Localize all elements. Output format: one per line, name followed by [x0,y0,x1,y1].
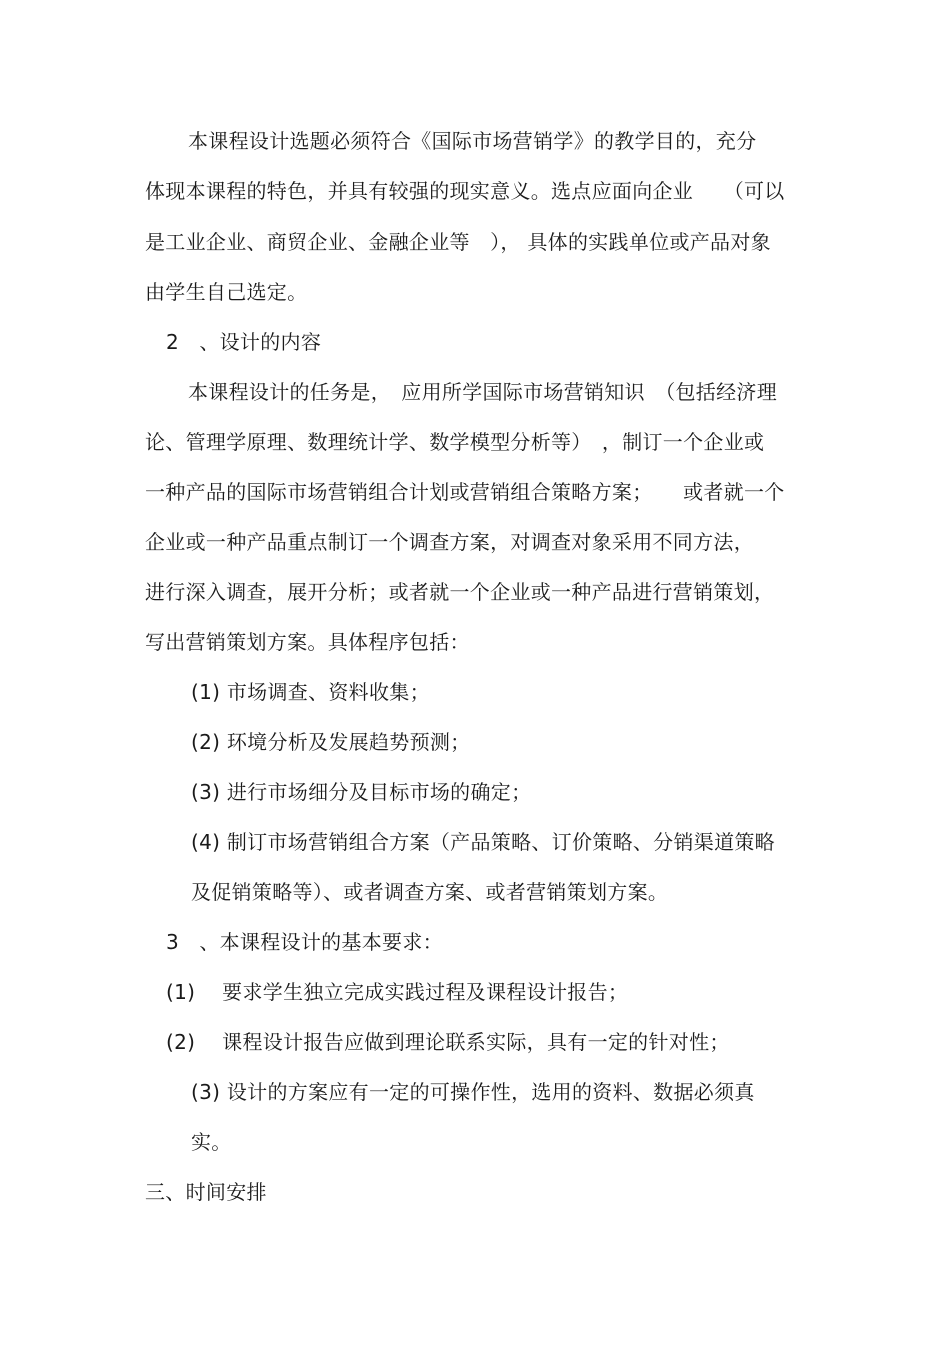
paragraph-line-8: 企业或一种产品重点制订一个调查方案，对调查对象采用不同方法， [145,530,754,554]
paragraph-line-6: 论、管理学原理、数理统计学、数学模型分析等） ，制订一个企业或 [145,430,765,454]
requirement-2: (2) 课程设计报告应做到理论联系实际，具有一定的针对性； [166,1030,730,1054]
requirement-1: (1) 要求学生独立完成实践过程及课程设计报告； [166,980,629,1004]
list-item-2: (2) 环境分析及发展趋势预测； [191,730,471,754]
section-heading-three: 三、时间安排 [145,1180,267,1204]
paragraph-line-3: 是工业企业、商贸企业、金融企业等 ）， 具体的实践单位或产品对象 [145,230,771,254]
paragraph-line-9: 进行深入调查，展开分析；或者就一个企业或一种产品进行营销策划， [145,580,775,604]
list-item-4: (4) 制订市场营销组合方案（产品策略、订价策略、分销渠道策略 [191,830,775,854]
paragraph-line-7: 一种产品的国际市场营销组合计划或营销组合策略方案； 或者就一个 [145,480,785,504]
list-item-3: (3) 进行市场细分及目标市场的确定； [191,780,532,804]
paragraph-line-4: 由学生自己选定。 [145,280,308,304]
section-heading-2: 2 、设计的内容 [166,330,322,354]
list-item-4-cont: 及促销策略等）、或者调查方案、或者营销策划方案。 [191,880,669,904]
list-item-1: (1) 市场调查、资料收集； [191,680,430,704]
paragraph-line-1: 本课程设计选题必须符合《国际市场营销学》的教学目的，充分 [188,129,757,153]
paragraph-line-2: 体现本课程的特色，并具有较强的现实意义。选点应面向企业 （可以 [145,179,785,203]
paragraph-line-10: 写出营销策划方案。具体程序包括： [145,630,470,654]
requirement-3-cont: 实。 [191,1130,232,1154]
section-heading-3: 3 、本课程设计的基本要求： [166,930,443,954]
paragraph-line-5: 本课程设计的任务是， 应用所学国际市场营销知识 （包括经济理 [188,380,777,404]
requirement-3: (3) 设计的方案应有一定的可操作性，选用的资料、数据必须真 [191,1080,755,1104]
